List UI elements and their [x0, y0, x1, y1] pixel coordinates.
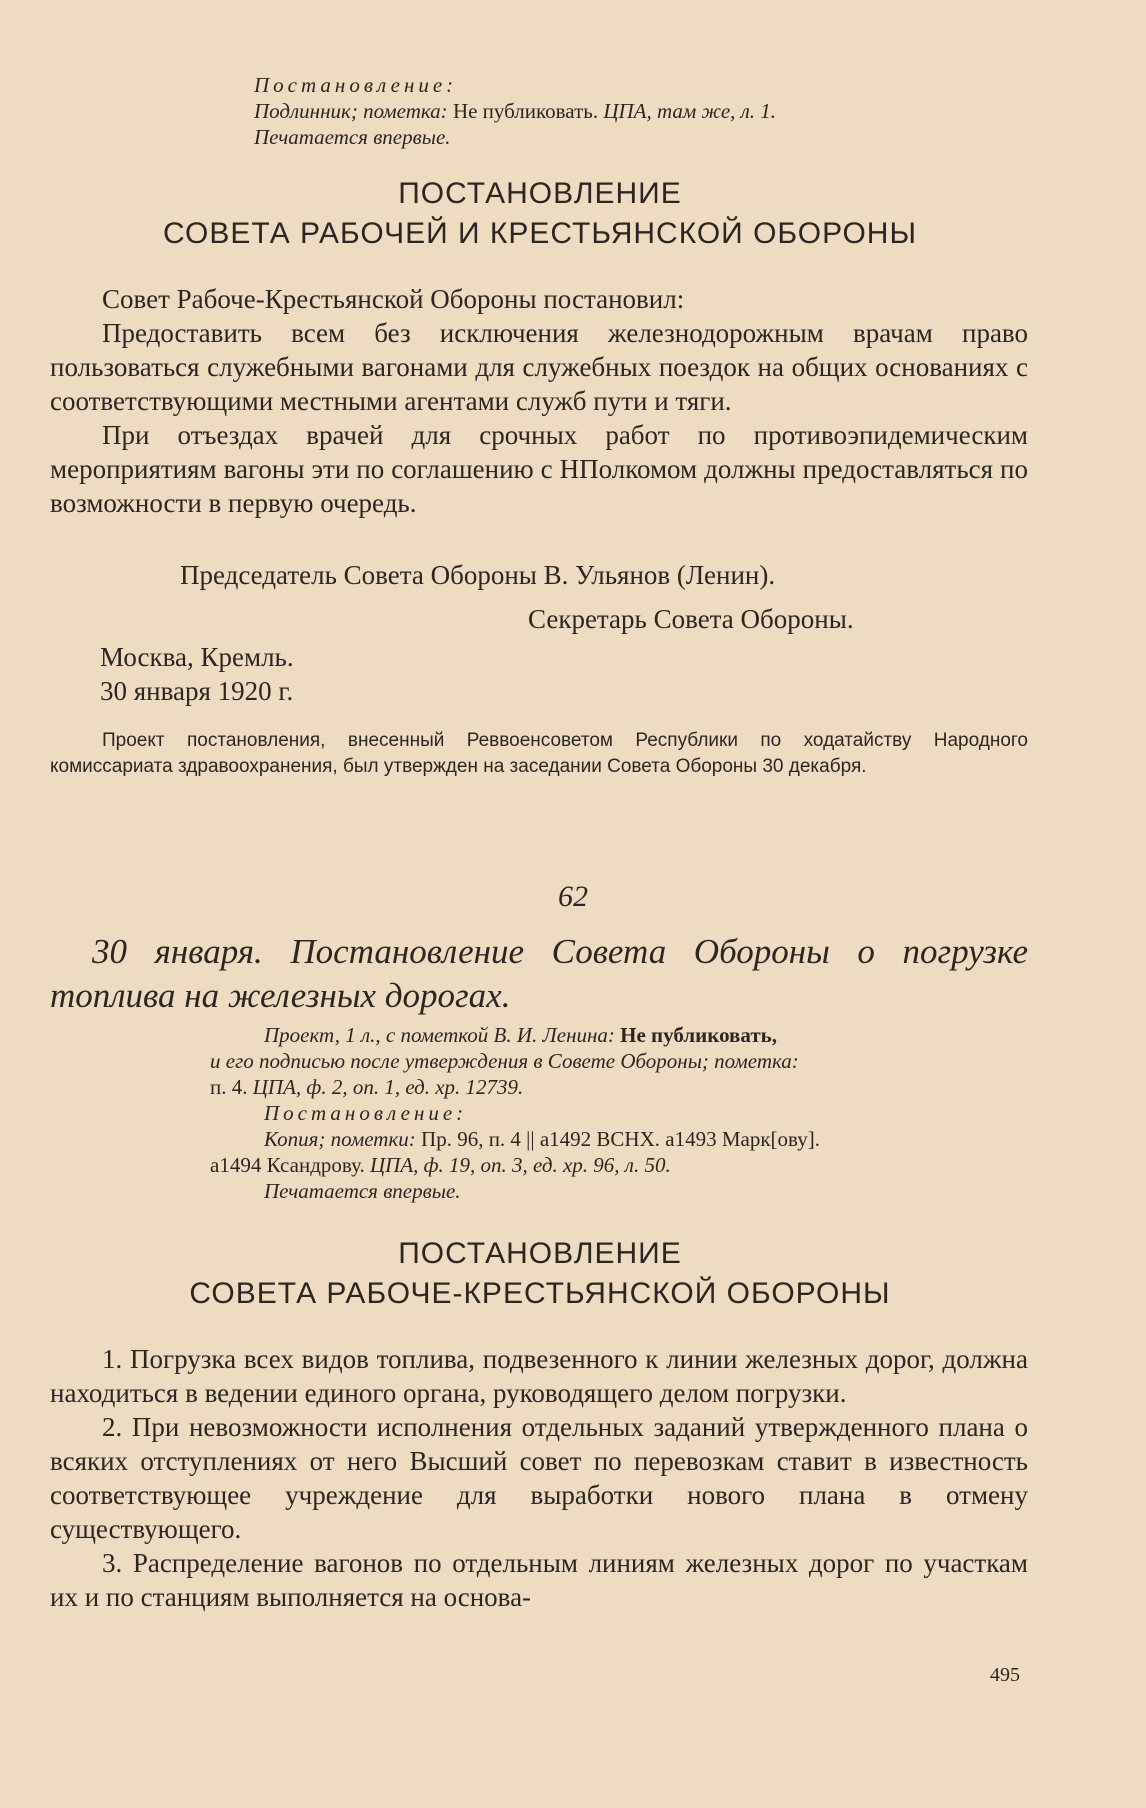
source-line: Печатается впервые.	[254, 125, 451, 149]
paragraph: 1. Погрузка всех видов топлива, подвезенного к линии железных дорог, должна находиться в ведении единого органа, руководящего делом погрузки.	[50, 1344, 1028, 1408]
paragraph: Предоставить всем без исключения железнодорожным врачам право пользоваться служебными вагонами для служебных поездок на общих основаниях с соответствующими местными агентами служб пути и тяги.	[50, 318, 1028, 416]
source-label: Постановление:	[254, 73, 458, 97]
paragraph: 3. Распределение вагонов по отдельным линиям железных дорог по участкам их и по станциям выполняется на основа-	[50, 1548, 1028, 1612]
source-note	[254, 72, 1014, 150]
source-line: п. 4. ЦПА, ф. 2, оп. 1, ед. хр. 12739.	[210, 1075, 524, 1099]
source-line: Копия; пометки: Пр. 96, п. 4 || а1492 ВСНХ. а1493 Марк[ову].	[264, 1127, 820, 1151]
footnote: Проект постановления, внесенный Реввоенсоветом Республики по ходатайству Народного комиссариата здравоохранения, был утвержден на заседании Совета Обороны 30 декабря.	[50, 730, 1028, 777]
place: Москва, Кремль.	[100, 642, 294, 672]
page-number: 495	[990, 1664, 1020, 1686]
paragraph: 2. При невозможности исполнения отдельных заданий утвержденного плана о всяких отступлениях от него Высший совет по перевозкам ставит в известность соответствующее учреждение для выработки нового плана в отмену существующего.	[50, 1412, 1028, 1544]
decree-body	[50, 1342, 1028, 1614]
decree-body	[50, 282, 1028, 520]
decree-title: ПОСТАНОВЛЕНИЕ СОВЕТА РАБОЧЕЙ И КРЕСТЬЯНСКОЙ ОБОРОНЫ	[163, 177, 917, 250]
source-line: а1494 Ксандрову. ЦПА, ф. 19, оп. 3, ед. хр. 96, л. 50.	[210, 1153, 671, 1177]
source-note	[210, 1022, 1030, 1204]
signature-chairman: Председатель Совета Обороны В. Ульянов (Ленин).	[180, 560, 776, 590]
document-number: 62	[558, 880, 588, 913]
paragraph: При отъездах врачей для срочных работ по противоэпидемическим мероприятиям вагоны эти по соглашению с НПолкомом должны предоставляться по возможности в первую очередь.	[50, 420, 1028, 518]
source-label: Постановление:	[264, 1101, 468, 1125]
signature-secretary: Секретарь Совета Обороны.	[528, 604, 854, 634]
source-line: Печатается впервые.	[264, 1179, 461, 1203]
paragraph: Совет Рабоче-Крестьянской Обороны постановил:	[102, 284, 685, 314]
document-heading: 30 января. Постановление Совета Обороны о погрузке топлива на железных дорогах.	[50, 932, 1028, 1015]
source-line: Подлинник; пометка: Не публиковать. ЦПА, там же, л. 1.	[254, 99, 777, 123]
source-line: и его подписью после утверждения в Совете Обороны; пометка:	[210, 1049, 799, 1073]
date: 30 января 1920 г.	[100, 676, 294, 706]
decree-title: ПОСТАНОВЛЕНИЕ СОВЕТА РАБОЧЕ-КРЕСТЬЯНСКОЙ ОБОРОНЫ	[189, 1237, 891, 1310]
source-line: Проект, 1 л., с пометкой В. И. Ленина: Не публиковать,	[264, 1023, 778, 1047]
